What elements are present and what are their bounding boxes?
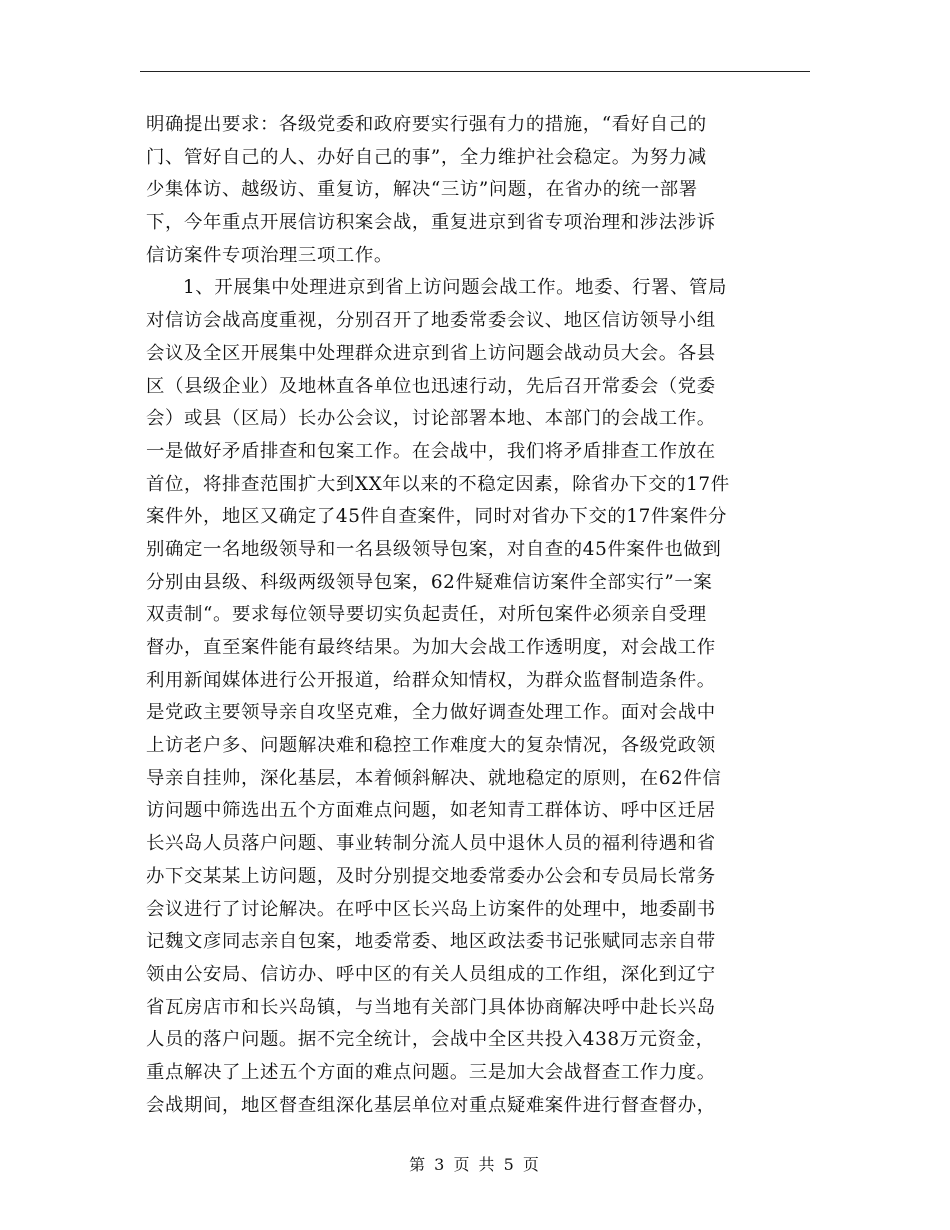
- text-line: 下，今年重点开展信访积案会战，重复进京到省专项治理和涉法涉诉: [146, 212, 716, 234]
- text-line: 记魏文彦同志亲自包案，地委常委、地区政法委书记张赋同志亲自带: [146, 931, 716, 953]
- text-line: 办下交某某上访问题，及时分别提交地委常委办公会和专员局长常务: [146, 865, 716, 887]
- text-line: 会议及全区开展集中处理群众进京到省上访问题会战动员大会。各县: [146, 342, 716, 364]
- text-line: 会议进行了讨论解决。在呼中区长兴岛上访案件的处理中，地委副书: [146, 898, 716, 920]
- text-line: 督办，直至案件能有最终结果。为加大会战工作透明度，对会战工作: [146, 637, 716, 658]
- text-line: 会战期间，地区督查组深化基层单位对重点疑难案件进行督查督办，: [146, 1094, 716, 1116]
- text-line: 是党政主要领导亲自攻坚克难，全力做好调查处理工作。面对会战中: [146, 702, 716, 724]
- text-line: 一是做好矛盾排查和包案工作。在会战中，我们将矛盾排查工作放在: [146, 440, 716, 462]
- text-line: 信访案件专项治理三项工作。: [146, 244, 393, 266]
- page-number: 第 3 页 共 5 页: [409, 1155, 541, 1174]
- text-line: 会）或县（区局）长办公会议，讨论部署本地、本部门的会战工作。: [146, 408, 716, 430]
- header-rule: [140, 71, 810, 72]
- text-line: 门、管好自己的人、办好自己的事”，全力维护社会稳定。为努力减: [146, 146, 707, 168]
- text-line: 访问题中筛选出五个方面难点问题，如老知青工群体访、呼中区迁居: [146, 800, 716, 822]
- text-line: 双责制“。要求每位领导要切实负起责任，对所包案件必须亲自受理: [146, 604, 707, 626]
- text-line: 导亲自挂帅，深化基层，本着倾斜解决、就地稳定的原则，在62件信: [146, 767, 722, 789]
- document-body: [146, 109, 810, 1122]
- text-line: 明确提出要求：各级党委和政府要实行强有力的措施，“看好自己的: [146, 114, 707, 135]
- text-line: 案件外，地区又确定了45件自查案件，同时对省办下交的17件案件分: [146, 506, 727, 528]
- text-line: 上访老户多、问题解决难和稳控工作难度大的复杂情况，各级党政领: [146, 735, 716, 757]
- text-line: 少集体访、越级访、重复访，解决“三访”问题，在省办的统一部署: [146, 179, 698, 201]
- text-line: 首位，将排查范围扩大到XX年以来的不稳定因素，除省办下交的17件: [146, 473, 730, 495]
- text-line: 利用新闻媒体进行公开报道，给群众知情权，为群众监督制造条件。: [146, 669, 716, 691]
- text-line: 领由公安局、信访办、呼中区的有关人员组成的工作组，深化到辽宁: [146, 963, 716, 985]
- text-line: 长兴岛人员落户问题、事业转制分流人员中退休人员的福利待遇和省: [146, 833, 716, 855]
- text-line: 分别由县级、科级两级领导包案，62件疑难信访案件全部实行”一案: [146, 571, 713, 593]
- text-line: 别确定一名地级领导和一名县级领导包案，对自查的45件案件也做到: [146, 538, 722, 560]
- text-line: 对信访会战高度重视，分别召开了地委常委会议、地区信访领导小组: [146, 310, 716, 332]
- paragraph-start-line: 1、开展集中处理进京到省上访问题会战工作。地委、行署、管局: [183, 277, 728, 299]
- text-line: 重点解决了上述五个方面的难点问题。三是加大会战督查工作力度。: [146, 1061, 716, 1083]
- text-line: 区（县级企业）及地林直各单位也迅速行动，先后召开常委会（党委: [146, 375, 716, 397]
- text-line: 省瓦房店市和长兴岛镇，与当地有关部门具体协商解决呼中赴长兴岛: [146, 996, 716, 1018]
- text-line: 人员的落户问题。据不完全统计，会战中全区共投入438万元资金，: [146, 1029, 715, 1051]
